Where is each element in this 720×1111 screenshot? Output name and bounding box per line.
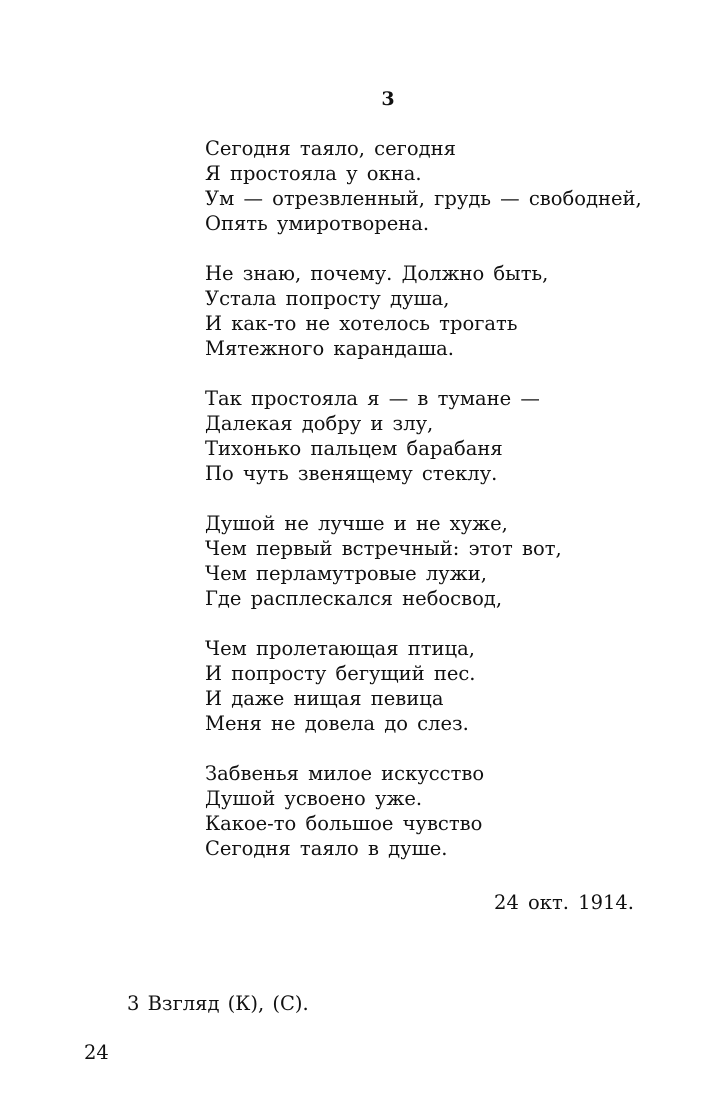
poem-line: Так простояла я — в тумане — <box>205 387 540 410</box>
poem-line: Опять умиротворена. <box>205 212 430 235</box>
stanza-2 <box>205 261 665 361</box>
stanza-5 <box>205 636 665 736</box>
poem-line: Чем пролетающая птица, <box>205 637 475 660</box>
poem-line: И как-то не хотелось трогать <box>205 312 518 335</box>
poem-line: Не знаю, почему. Должно быть, <box>205 262 549 285</box>
poem-line: И даже нищая певица <box>205 687 444 710</box>
poem-line: По чуть звенящему стеклу. <box>205 462 498 485</box>
page-number: 24 <box>84 1041 109 1064</box>
poem-line: Чем первый встречный: этот вот, <box>205 537 562 560</box>
stanza-4 <box>205 511 665 611</box>
poem-line: Чем перламутровые лужи, <box>205 562 487 585</box>
poem-line: Где расплескался небосвод, <box>205 587 503 610</box>
poem-number: 3 <box>381 88 395 110</box>
poem-line: Я простояла у окна. <box>205 162 422 185</box>
poem-line: Мятежного карандаша. <box>205 337 454 360</box>
poem-line: И попросту бегущий пес. <box>205 662 476 685</box>
poem-line: Ум — отрезвленный, грудь — свободней, <box>205 187 642 210</box>
poem-line: Забвенья милое искусство <box>205 762 485 785</box>
stanza-1 <box>205 136 665 236</box>
poem-line: Душой не лучше и не хуже, <box>205 512 508 535</box>
footnote: 3 Взгляд (К), (С). <box>127 992 309 1015</box>
poem-line: Устала попросту душа, <box>205 287 450 310</box>
stanza-3 <box>205 386 665 486</box>
poem-line: Сегодня таяло, сегодня <box>205 137 456 160</box>
poem-body <box>205 136 665 886</box>
poem-line: Меня не довела до слез. <box>205 712 469 735</box>
poem-line: Какое-то большое чувство <box>205 812 483 835</box>
poem-line: Сегодня таяло в душе. <box>205 837 448 860</box>
stanza-6 <box>205 761 665 861</box>
poem-date: 24 окт. 1914. <box>494 891 634 914</box>
poem-line: Душой усвоено уже. <box>205 787 423 810</box>
poem-line: Тихонько пальцем барабаня <box>205 437 503 460</box>
poem-line: Далекая добру и злу, <box>205 412 434 435</box>
